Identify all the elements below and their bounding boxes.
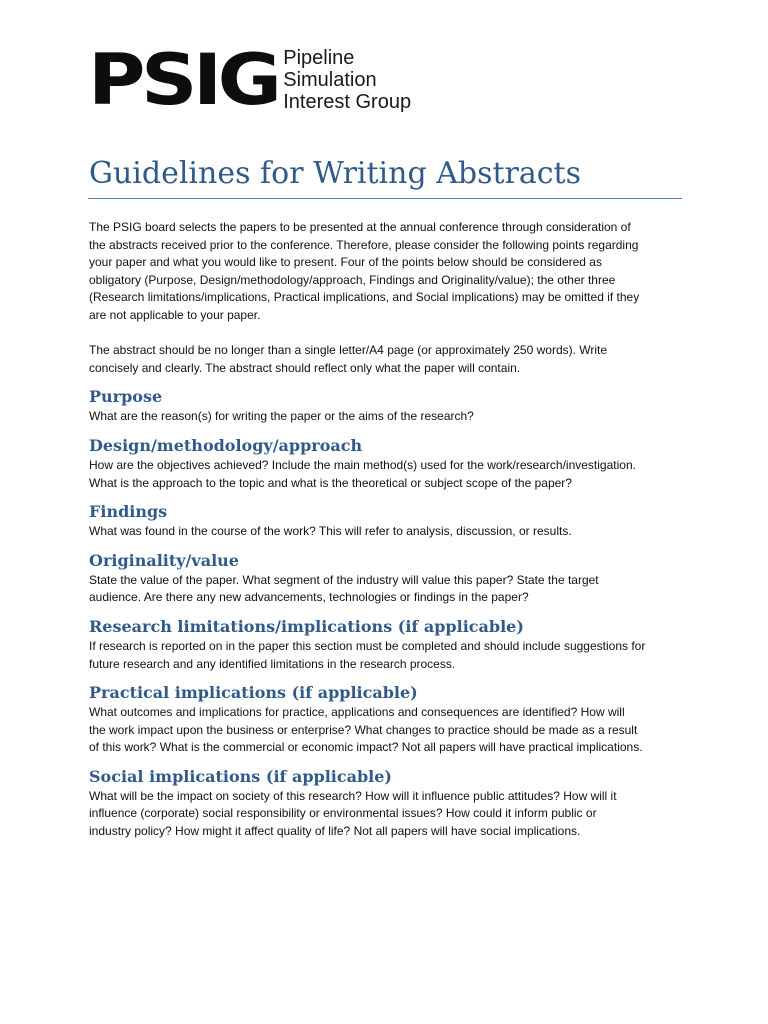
- section-social-implications: [89, 767, 689, 841]
- section-line: State the value of the paper. What segment of the industry will value this paper? State the target: [89, 572, 599, 587]
- section-text: [89, 457, 689, 492]
- section-line: What are the reason(s) for writing the paper or the aims of the research?: [89, 409, 474, 424]
- logo-line-3: Interest Group: [283, 91, 412, 113]
- section-line: What will be the impact on society of this research? How will it influence public attitudes? How will it: [89, 788, 617, 803]
- length-line: The abstract should be no longer than a single letter/A4 page (or approximately 250 words). Write: [89, 343, 608, 358]
- length-line: concisely and clearly. The abstract should reflect only what the paper will contain.: [89, 360, 521, 375]
- section-line: of this work? What is the commercial or economic impact? Not all papers will have practical implications.: [89, 740, 643, 755]
- section-line: What was found in the course of the work? This will refer to analysis, discussion, or results.: [89, 524, 572, 539]
- intro-line: your paper and what you would like to present. Four of the points below should be considered as: [89, 255, 602, 270]
- section-heading: Purpose: [89, 387, 163, 407]
- intro-paragraph: [89, 219, 689, 325]
- section-line: What outcomes and implications for practice, applications and consequences are identified? How will: [89, 705, 625, 720]
- intro-line: (Research limitations/implications, Practical implications, and Social implications) may be omitted if they: [89, 290, 640, 305]
- section-text: [89, 572, 689, 607]
- section-heading: Research limitations/implications (if applicable): [89, 616, 524, 636]
- psig-logo: [88, 39, 412, 121]
- section-heading: Social implications (if applicable): [89, 766, 392, 786]
- section-heading: Originality/value: [89, 550, 239, 570]
- section-practical-implications: [89, 683, 689, 757]
- section-text: [89, 523, 689, 541]
- section-text: [89, 408, 689, 426]
- section-line: influence (corporate) social responsibility or environmental issues? How could it inform public or: [89, 806, 597, 821]
- section-line: audience. Are there any new advancements, technologies or findings in the paper?: [89, 590, 529, 605]
- logo-text: [283, 47, 411, 113]
- intro-line: the abstracts received prior to the conference. Therefore, please consider the following points regarding: [89, 237, 639, 252]
- section-line: How are the objectives achieved? Include the main method(s) used for the work/research/investigation.: [89, 457, 636, 472]
- section-design-methodology-approach: [89, 436, 689, 492]
- document-title: Guidelines for Writing Abstracts: [89, 156, 582, 191]
- section-line: the work impact upon the business or enterprise? What changes to practice should be made as a result: [89, 722, 638, 737]
- section-line: What is the approach to the topic and what is the theoretical or subject scope of the paper?: [89, 475, 572, 490]
- section-heading: Findings: [89, 502, 168, 522]
- logo-line-1: Pipeline: [283, 47, 355, 69]
- section-research-limitations: [89, 617, 689, 673]
- section-text: [89, 638, 689, 673]
- intro-line: obligatory (Purpose, Design/methodology/approach, Findings and Originality/value); the other three: [89, 272, 616, 287]
- section-line: industry policy? How might it affect quality of life? Not all papers will have social implications.: [89, 824, 581, 839]
- section-line: future research and any identified limitations in the research process.: [89, 656, 456, 671]
- length-paragraph: [89, 342, 689, 377]
- section-heading: Design/methodology/approach: [89, 435, 363, 455]
- intro-line: are not applicable to your paper.: [89, 307, 261, 322]
- section-text: [89, 788, 689, 841]
- document-body: [89, 219, 689, 851]
- section-heading: Practical implications (if applicable): [89, 683, 418, 703]
- title-divider: [88, 198, 682, 199]
- section-purpose: [89, 387, 689, 426]
- section-originality-value: [89, 551, 689, 607]
- section-text: [89, 704, 689, 757]
- logo-mark: PSIG: [88, 39, 278, 121]
- section-findings: [89, 502, 689, 541]
- intro-line: The PSIG board selects the papers to be presented at the annual conference through consideration of: [89, 220, 631, 234]
- logo-line-2: Simulation: [283, 69, 377, 91]
- section-line: If research is reported on in the paper this section must be completed and should include suggestions for: [89, 638, 646, 653]
